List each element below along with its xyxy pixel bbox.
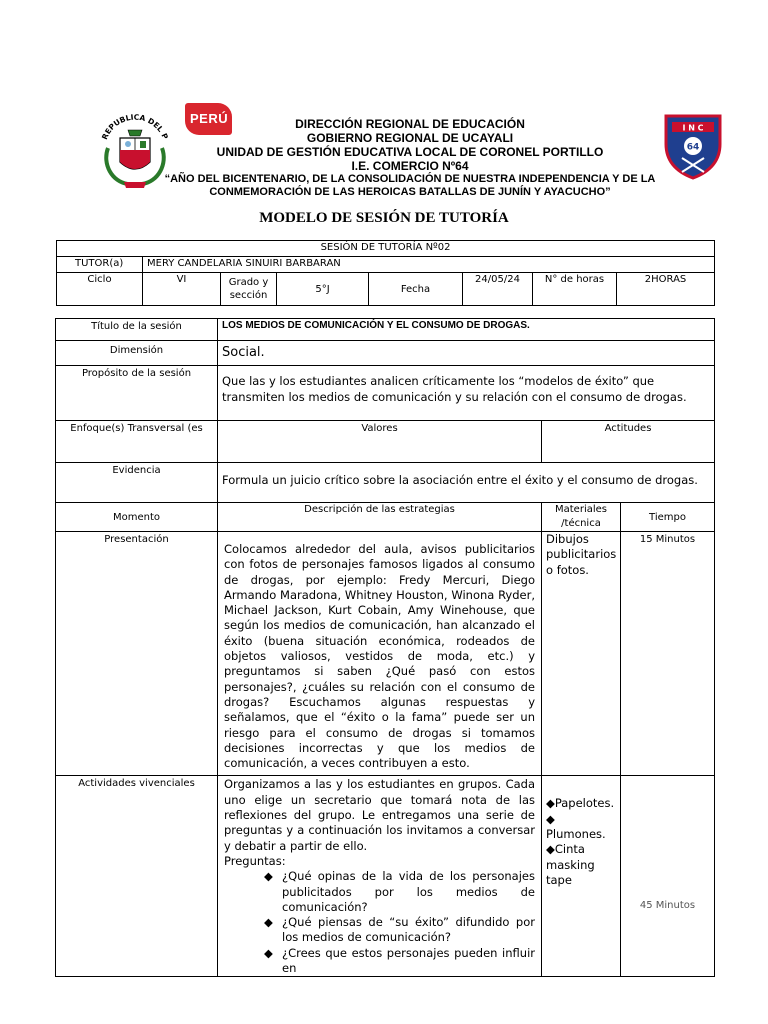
session-detail-table (55, 318, 715, 977)
school-emblem-number: 64 (686, 142, 700, 153)
actividades-text: Organizamos a las y los estudiantes en grupos. Cada uno elige un secretario que tomará nota de las reflexiones del grupo. Le entregamos una serie de preguntas y a continuación los invitamos a conversar y debatir a partir de ello. (224, 777, 535, 853)
actividades-tiempo: 45 Minutos (621, 776, 715, 977)
presentacion-tiempo: 15 Minutos (621, 532, 715, 776)
list-item: ◆ ¿Qué piensas de “su éxito” difundido por los medios de comunicación? (264, 915, 535, 945)
grado-label: Grado y sección (221, 273, 277, 306)
proposito-label: Propósito de la sesión (56, 366, 218, 421)
momento-header: Momento (56, 503, 218, 532)
proposito-value: Que las y los estudiantes analicen críticamente los “modelos de éxito” que transmiten los medios de comunicación y su relación con el consumo de drogas. (218, 366, 715, 421)
actividades-label: Actividades vivenciales (56, 776, 218, 977)
diamond-bullet-icon: ◆ (264, 869, 273, 884)
session-info-table (56, 240, 715, 306)
evidencia-value: Formula un juicio crítico sobre la asociación entre el éxito y el consumo de drogas. (218, 463, 715, 503)
dimension-value: Social. (218, 341, 715, 366)
valores-label: Valores (218, 421, 542, 463)
list-item: ◆ ¿Qué opinas de la vida de los personajes publicitados por los medios de comunicación? (264, 869, 535, 914)
evidencia-label: Evidencia (56, 463, 218, 503)
shield-text: REPUBLICA DEL P (100, 112, 170, 141)
dimension-label: Dimensión (56, 341, 218, 366)
horas-value: 2HORAS (617, 273, 715, 306)
enfoque-label: Enfoque(s) Transversal (es (56, 421, 218, 463)
tutor-name: MERY CANDELARIA SINUIRI BARBARAN (143, 257, 715, 273)
preguntas-label: Preguntas: (224, 853, 286, 868)
header-line-1: DIRECCIÓN REGIONAL DE EDUCACIÓN (295, 117, 525, 131)
preguntas-list (262, 869, 535, 976)
school-emblem (662, 110, 724, 180)
diamond-bullet-icon: ◆ (264, 915, 273, 930)
ciclo-value: VI (143, 273, 221, 306)
diamond-bullet-icon: ◆ (264, 945, 273, 960)
actitudes-label: Actitudes (542, 421, 715, 463)
fecha-value: 24/05/24 (463, 273, 533, 306)
peru-brand-label: PERÚ (190, 111, 229, 126)
header-line-3: UNIDAD DE GESTIÓN EDUCATIVA LOCAL DE CORONEL PORTILLO (216, 145, 604, 159)
descripcion-header: Descripción de las estrategias (218, 503, 542, 532)
presentacion-materiales: Dibujos publicitarios o fotos. (542, 532, 621, 776)
horas-label: N° de horas (533, 273, 617, 306)
materiales-header: Materiales /técnica (542, 503, 621, 532)
header-line-2: GOBIERNO REGIONAL DE UCAYALI (306, 131, 514, 145)
presentacion-label: Presentación (56, 532, 218, 776)
titulo-label: Título de la sesión (56, 319, 218, 341)
presentacion-text: Colocamos alrededor del aula, avisos publicitarios con fotos de personajes famosos ligados al consumo de drogas, por ejemplo: Fredy Mercuri, Diego Armando Maradona, Whitney Houston, Winona Ryder, Michael Jackson, Kurt Cobain, Amy Winehouse, que según los medios de comunicación, han alcanzado el éxito (buena situación económica, rodeados de objetos valiosos, vestidos de moda, etc.) y preguntamos si saben ¿Qué pasó con estos personajes?, ¿cuáles su relación con el consumo de drogas? Escuchamos algunas respuestas y señalamos, que el “éxito o la fama” puede ser un riesgo para el consumo de drogas si tomamos decisiones incorrectas y que los medios de comunicación, a veces contribuyen a esto. (218, 532, 542, 776)
header-motto-2: CONMEMORACIÓN DE LAS HEROICAS BATALLAS DE JUNÍN Y AYACUCHO” (209, 186, 611, 198)
list-item: ◆ ¿Crees que estos personajes pueden influir en (264, 945, 535, 976)
header-motto-1: “AÑO DEL BICENTENARIO, DE LA CONSOLIDACIÓN DE NUESTRA INDEPENDENCIA Y DE LA (164, 173, 656, 185)
titulo-value: LOS MEDIOS DE COMUNICACIÓN Y EL CONSUMO DE DROGAS. (218, 319, 715, 341)
grado-value: 5°J (277, 273, 369, 306)
document-title: MODELO DE SESIÓN DE TUTORÍA (259, 210, 509, 226)
institution-header (150, 117, 670, 199)
ciclo-label: Ciclo (57, 273, 143, 306)
tutor-label: TUTOR(a) (57, 257, 143, 273)
header-line-4: I.E. COMERCIO Nº64 (351, 159, 469, 173)
tiempo-header: Tiempo (621, 503, 715, 532)
session-number: SESIÓN DE TUTORÍA Nº02 (57, 241, 715, 257)
school-emblem-letters: I N C (682, 123, 704, 133)
fecha-label: Fecha (369, 273, 463, 306)
actividades-materiales: ◆Papelotes. ◆ Plumones. ◆Cinta masking tape (542, 776, 621, 977)
